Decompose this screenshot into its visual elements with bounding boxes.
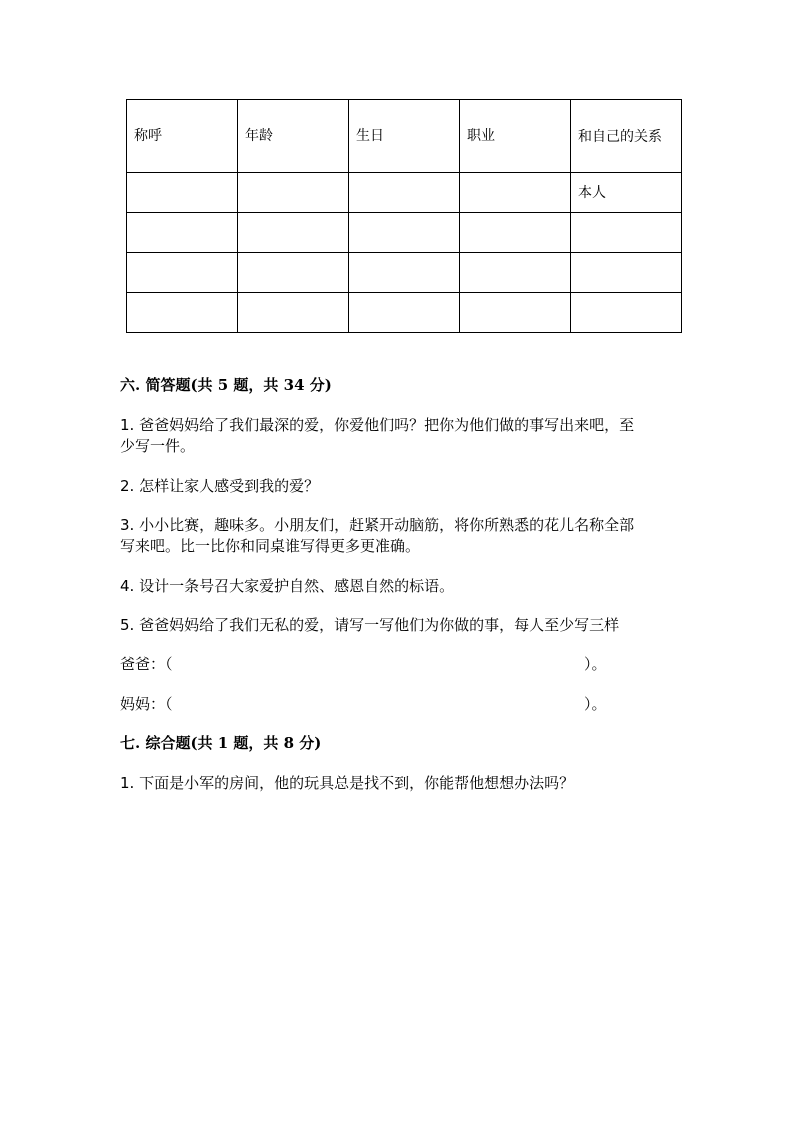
header-cell-birthday: 生日 bbox=[349, 100, 460, 173]
table-cell[interactable] bbox=[238, 213, 349, 253]
question-2: 2. 怎样让家人感受到我的爱？ bbox=[120, 477, 320, 495]
table-header-row bbox=[127, 100, 682, 173]
mom-answer-label: 妈妈：（ bbox=[120, 695, 173, 713]
question-4: 4. 设计一条号召大家爱护自然、感恩自然的标语。 bbox=[120, 577, 455, 595]
table-cell[interactable] bbox=[349, 173, 460, 213]
table-cell[interactable] bbox=[571, 213, 682, 253]
family-info-table bbox=[126, 99, 682, 333]
table-cell[interactable] bbox=[349, 253, 460, 293]
question-5: 5. 爸爸妈妈给了我们无私的爱，请写一写他们为你做的事，每人至少写三样 bbox=[120, 616, 620, 634]
section-six-heading: 六. 简答题(共 5 题，共 34 分) bbox=[120, 376, 332, 394]
question-1-line-2: 少写一件。 bbox=[120, 437, 196, 455]
table-cell[interactable] bbox=[349, 293, 460, 333]
table-row bbox=[127, 213, 682, 253]
table-cell[interactable] bbox=[238, 173, 349, 213]
table-cell[interactable] bbox=[127, 173, 238, 213]
section-seven-question-1: 1. 下面是小军的房间，他的玩具总是找不到，你能帮他想想办法吗？ bbox=[120, 774, 575, 792]
table-cell[interactable] bbox=[460, 293, 571, 333]
question-3-line-2: 写来吧。比一比你和同桌谁写得更多更准确。 bbox=[120, 537, 421, 555]
header-cell-relation: 和自己的关系 bbox=[571, 100, 682, 173]
table-cell: 本人 bbox=[571, 173, 682, 213]
table-cell[interactable] bbox=[127, 253, 238, 293]
dad-answer-close: ）。 bbox=[584, 655, 607, 673]
table-cell[interactable] bbox=[460, 253, 571, 293]
header-cell-age: 年龄 bbox=[238, 100, 349, 173]
table-cell[interactable] bbox=[127, 293, 238, 333]
header-cell-title: 称呼 bbox=[127, 100, 238, 173]
header-cell-job: 职业 bbox=[460, 100, 571, 173]
table-cell[interactable] bbox=[571, 253, 682, 293]
dad-answer-label: 爸爸：（ bbox=[120, 655, 173, 673]
question-3-line-1: 3. 小小比赛，趣味多。小朋友们，赶紧开动脑筋，将你所熟悉的花儿名称全部 bbox=[120, 516, 635, 534]
table-cell[interactable] bbox=[460, 173, 571, 213]
question-1-line-1: 1. 爸爸妈妈给了我们最深的爱，你爱他们吗？把你为他们做的事写出来吧，至 bbox=[120, 416, 635, 434]
table-cell[interactable] bbox=[571, 293, 682, 333]
section-seven-heading: 七. 综合题(共 1 题，共 8 分) bbox=[120, 734, 322, 752]
table-cell[interactable] bbox=[127, 213, 238, 253]
table-row bbox=[127, 293, 682, 333]
table-cell[interactable] bbox=[460, 213, 571, 253]
table-cell[interactable] bbox=[238, 293, 349, 333]
table-cell[interactable] bbox=[238, 253, 349, 293]
mom-answer-close: ）。 bbox=[584, 695, 607, 713]
table-row bbox=[127, 173, 682, 213]
table-cell[interactable] bbox=[349, 213, 460, 253]
table-row bbox=[127, 253, 682, 293]
